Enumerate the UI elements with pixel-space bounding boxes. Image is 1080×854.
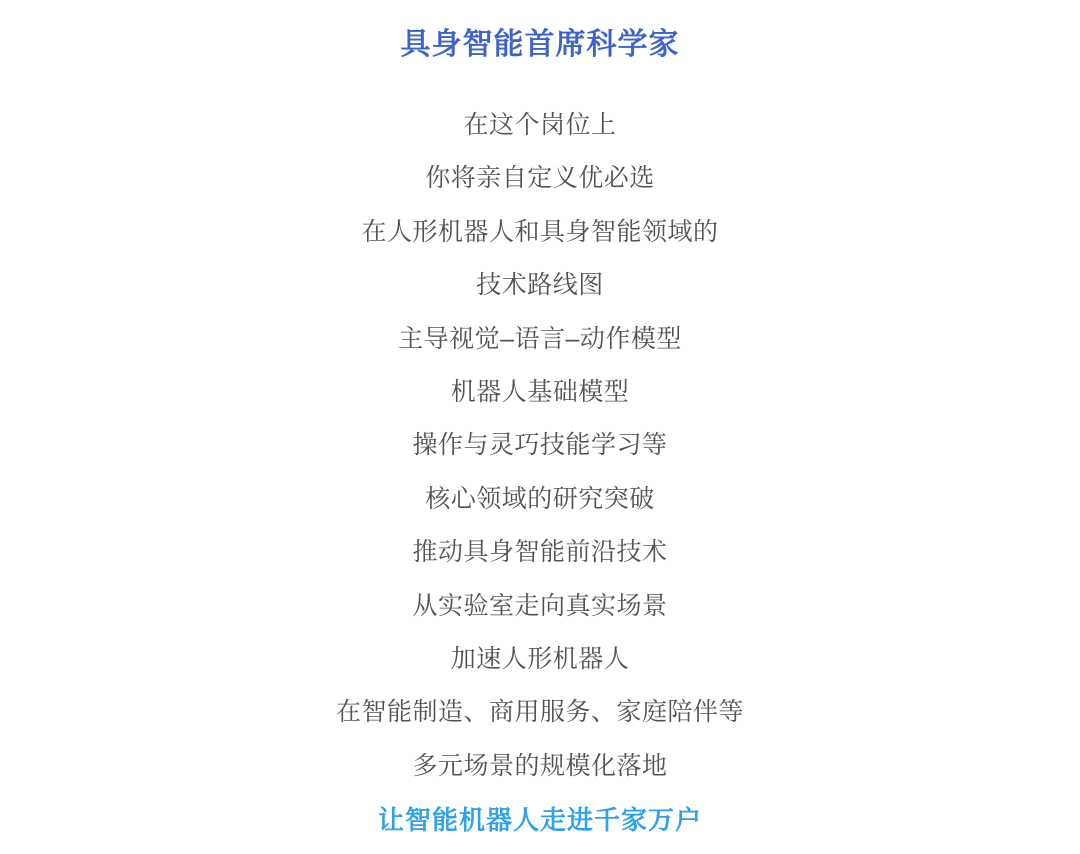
body-line: 在这个岗位上 bbox=[463, 111, 617, 139]
body-line: 从实验室走向真实场景 bbox=[412, 591, 668, 620]
body-line: 多元场景的规模化落地 bbox=[412, 751, 668, 780]
closing-highlight-line: 让智能机器人走进千家万户 bbox=[377, 805, 702, 836]
body-line: 你将亲自定义优必选 bbox=[425, 164, 655, 193]
body-line: 技术路线图 bbox=[476, 271, 604, 300]
body-line: 在人形机器人和具身智能领域的 bbox=[361, 217, 719, 246]
body-line: 推动具身智能前沿技术 bbox=[412, 538, 668, 567]
page-title: 具身智能首席科学家 bbox=[400, 28, 680, 61]
body-line: 在智能制造、商用服务、家庭陪伴等 bbox=[335, 698, 744, 727]
body-line: 操作与灵巧技能学习等 bbox=[412, 431, 668, 460]
body-line: 机器人基础模型 bbox=[450, 378, 630, 407]
body-line: 加速人形机器人 bbox=[450, 645, 630, 674]
body-line: 主导视觉–语言–动作模型 bbox=[398, 324, 682, 353]
body-line: 核心领域的研究突破 bbox=[425, 484, 655, 513]
body-text-block bbox=[0, 99, 1080, 793]
